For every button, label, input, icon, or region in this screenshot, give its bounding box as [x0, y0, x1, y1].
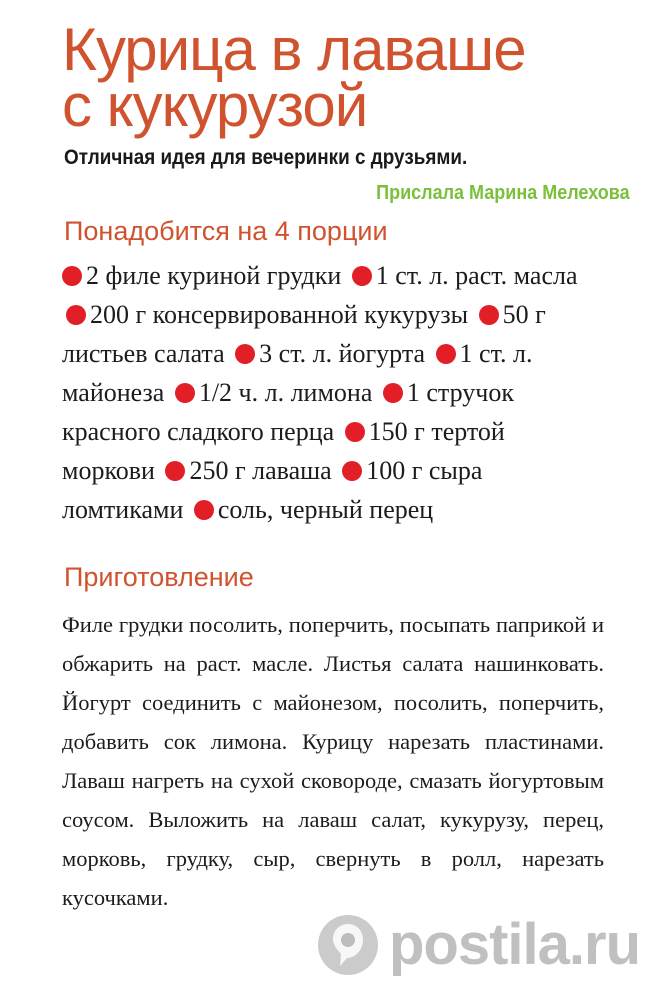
- bullet-dot-icon: [62, 266, 82, 286]
- bullet-dot-icon: [436, 344, 456, 364]
- ingredient-item: 250 г лаваша: [189, 456, 332, 485]
- ingredient-item: 1/2 ч. л. лимона: [198, 378, 373, 407]
- recipe-author: Прислала Марина Мелехова: [376, 182, 630, 204]
- ingredient-item: 100 г сыра ломтиками: [62, 456, 483, 524]
- ingredient-item: 1 стручок красного сладкого перца: [62, 378, 514, 446]
- preparation-heading: Приготовление: [64, 562, 254, 592]
- title-line-2: с кукурузой: [62, 72, 368, 139]
- title-line-1: Курица в лаваше: [62, 16, 526, 83]
- ingredient-item: 150 г тертой моркови: [62, 417, 505, 485]
- bullet-dot-icon: [235, 344, 255, 364]
- ingredients-heading: Понадобится на 4 порции: [64, 216, 388, 246]
- ingredient-item: 2 филе куриной грудки: [86, 261, 342, 290]
- ingredients-list: [62, 256, 582, 529]
- recipe-subtitle: Отличная идея для вечеринки с друзьями.: [64, 146, 468, 169]
- ingredient-item: 50 г листьев салата: [62, 300, 546, 368]
- bullet-dot-icon: [352, 266, 372, 286]
- recipe-title: [62, 16, 526, 139]
- bullet-dot-icon: [194, 500, 214, 520]
- bullet-dot-icon: [479, 305, 499, 325]
- watermark-text: postila.ru: [388, 912, 640, 977]
- ingredient-item: 1 ст. л. раст. масла: [375, 261, 578, 290]
- ingredient-item: 200 г консервированной кукурузы: [90, 300, 469, 329]
- bullet-dot-icon: [383, 383, 403, 403]
- bullet-dot-icon: [165, 461, 185, 481]
- ingredient-item: 1 ст. л. майонеза: [62, 339, 533, 407]
- ingredient-item: 3 ст. л. йогурта: [259, 339, 426, 368]
- bullet-dot-icon: [345, 422, 365, 442]
- preparation-text: Филе грудки посолить, поперчить, посыпать паприкой и обжарить на раст. масле. Листья салата нашинковать. Йогурт соединить с майонезом, посолить, поперчить, добавить сок лимона. Курицу нарезать пластинами. Лаваш нагреть на сухой сковороде, смазать йогуртовым соусом. Выложить на лаваш салат, кукурузу, перец, морковь, грудку, сыр, свернуть в ролл, нарезать кусочками.: [62, 612, 604, 910]
- bullet-dot-icon: [342, 461, 362, 481]
- ingredient-item: соль, черный перец: [217, 495, 434, 524]
- postila-watermark: [317, 914, 640, 976]
- postila-logo-icon: [317, 914, 379, 976]
- bullet-dot-icon: [175, 383, 195, 403]
- bullet-dot-icon: [66, 305, 86, 325]
